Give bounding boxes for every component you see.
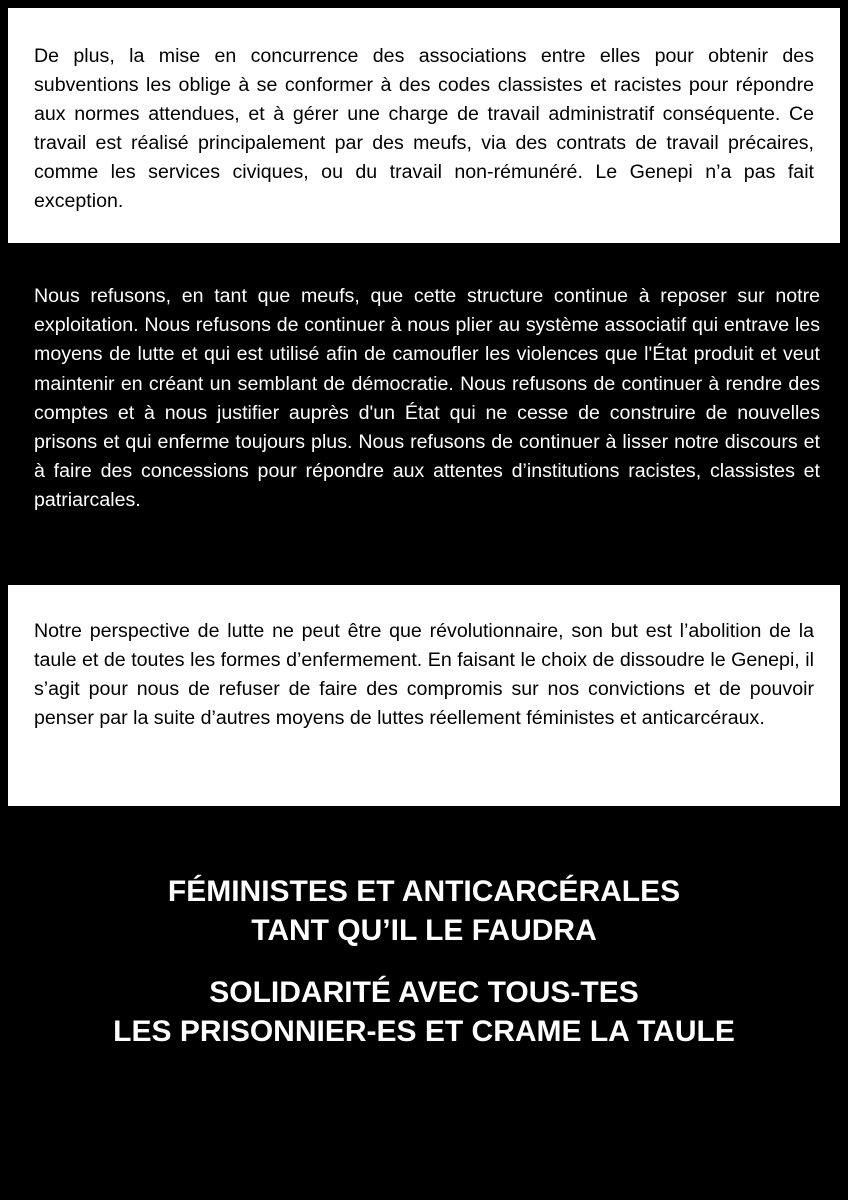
slogan-solidarite (0, 973, 848, 1051)
slogan-feministes (0, 872, 848, 950)
paragraph-subventions: De plus, la mise en concurrence des associations entre elles pour obtenir des subventions les oblige à se conformer à des codes classistes et racistes pour répondre aux normes attendues, et à gérer une charge de travail administratif conséquente. Ce travail est réalisé principalement par des meufs, via des contrats de travail précaires, comme les services civiques, ou du travail non-rémunéré. Le Genepi n’a pas fait exception. (34, 45, 814, 212)
slogans-block (0, 872, 848, 1051)
slogan-line: FÉMINISTES ET ANTICARCÉRALES (167, 875, 681, 908)
slogan-line: LES PRISONNIER-ES ET CRAME LA TAULE (113, 1015, 735, 1048)
slogan-line: SOLIDARITÉ AVEC TOUS-TES (209, 976, 639, 1009)
paragraph-refusons: Nous refusons, en tant que meufs, que cette structure continue à reposer sur notre exploitation. Nous refusons de continuer à nous plier au système associatif qui entrave les moyens de lutte et qui est utilisé afin de camoufler les violences que l'État produit et veut maintenir en créant un semblant de démocratie. Nous refusons de continuer à rendre des comptes et à nous justifier auprès d'un État qui ne cesse de construire de nouvelles prisons et qui enferme toujours plus. Nous refusons de continuer à lisser notre discours et à faire des concessions pour répondre aux attentes d’institutions racistes, classistes et patriarcales. (34, 285, 820, 512)
text-box-top (8, 8, 840, 243)
text-box-bottom (8, 585, 840, 806)
paragraph-perspective: Notre perspective de lutte ne peut être que révolutionnaire, son but est l’abolition de la taule et de toutes les formes d’enfermement. En faisant le choix de dissoudre le Genepi, il s’agit pour nous de refuser de faire des compromis sur nos convictions et de pouvoir penser par la suite d’autres moyens de luttes réellement féministes et anticarcéraux. (34, 620, 814, 729)
slogan-line: TANT QU’IL LE FAUDRA (251, 914, 597, 947)
